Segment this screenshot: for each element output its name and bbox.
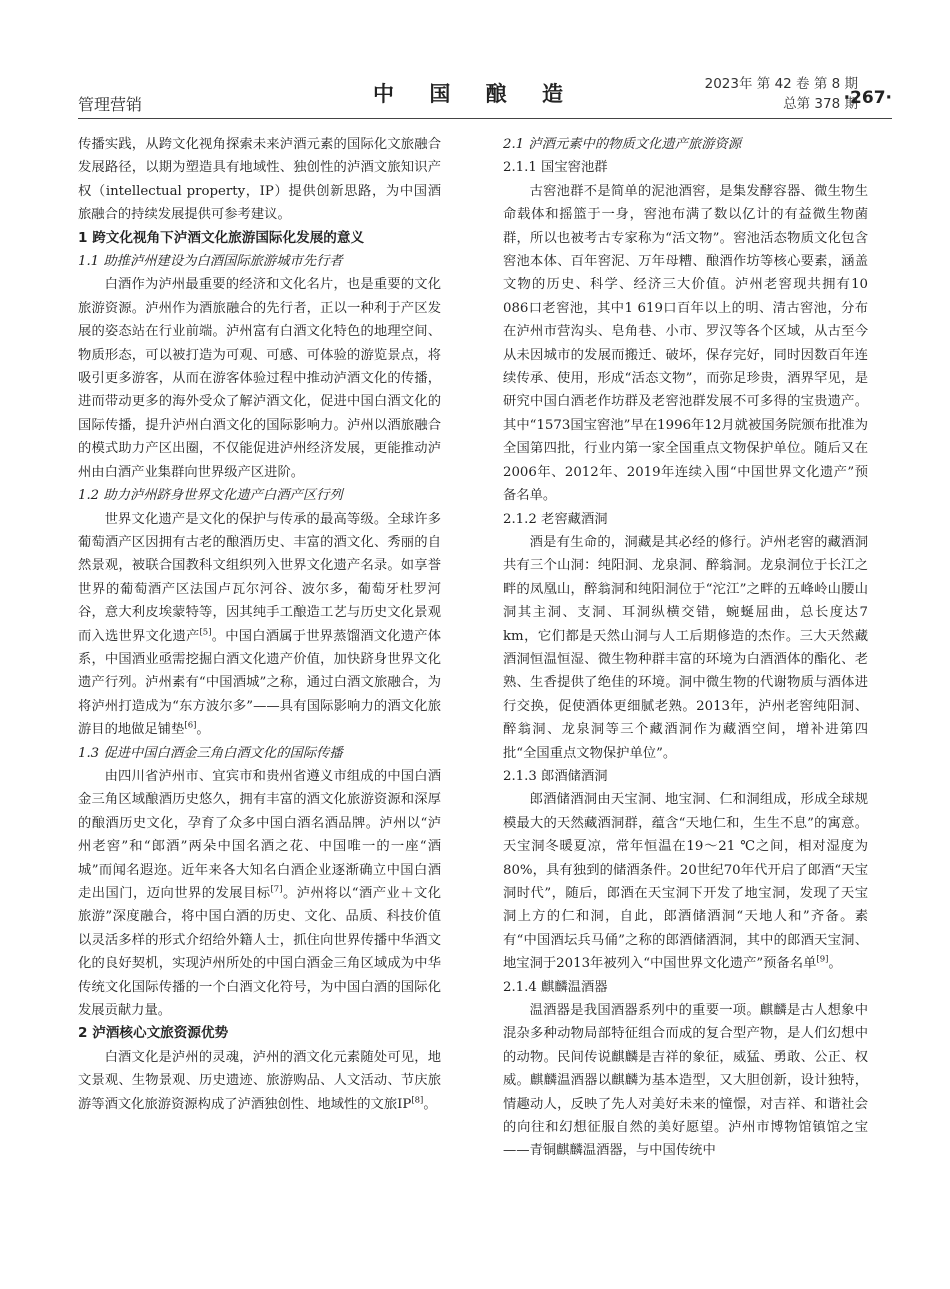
section-2-1-2-paragraph: 酒是有生命的，洞藏是其必经的修行。泸州老窖的藏酒洞共有三个山洞：纯阳洞、龙泉洞、醉翁洞。龙泉洞位于长江之畔的凤凰山，醉翁洞和纯阳洞位于“沱江”之畔的五峰岭山腰山洞其主洞、支洞、耳洞纵横交错，蜿蜒屈曲，总长度达7 km，它们都是天然山洞与人工后期修造的杰作。三大天然藏酒洞恒温恒湿、微生物种群丰富的环境为白酒酒体的酯化、老熟、生香提供了绝佳的环境。洞中微生物的代谢物质与酒体进行交换，促使酒体更细腻老熟。2013年，泸州老窖纯阳洞、醉翁洞、龙泉洞等三个藏酒洞作为藏酒空间，增补进第四批“全国重点文物保护单位”。 bbox=[503, 534, 868, 761]
section-1-1-heading: 1.1 助推泸州建设为白酒国际旅游城市先行者 bbox=[78, 254, 343, 270]
section-1-2-heading: 1.2 助力泸州跻身世界文化遗产白酒产区行列 bbox=[78, 488, 343, 504]
section-1-3-paragraph bbox=[78, 765, 441, 1022]
citation-ref: [9] bbox=[816, 954, 829, 965]
page-number: ·267· bbox=[843, 88, 892, 108]
paragraph-text: 。泸州将以“酒产业＋文化旅游”深度融合，将中国白酒的历史、文化、品质、科技价值以灵活多样的形式介绍给外籍人士，抓住向世界传播中华酒文化的良好契机，实现泸州所处的中国白酒金三角区域成为中华传统文化国际传播的一个白酒文化符号，为中国白酒的国际化发展贡献力量。 bbox=[78, 886, 441, 1019]
left-column bbox=[78, 133, 441, 1116]
paragraph-text: 白酒文化是泸州的灵魂，泸州的酒文化元素随处可见，地文景观、生物景观、历史遗迹、旅游购品、人文活动、节庆旅游等酒文化旅游资源构成了泸酒独创性、地域性的文旅IP bbox=[78, 1049, 441, 1112]
paragraph-text: 。中国白酒属于世界蒸馏酒文化遗产体系，中国酒业亟需挖掘白酒文化遗产价值，加快跻身世界文化遗产行列。泸州素有“中国酒城”之称，通过白酒文旅融合，为将泸州打造成为“东方波尔多”——具有国际影响力的酒文化旅游目的地做足铺垫 bbox=[78, 628, 442, 738]
section-1-heading: 1 跨文化视角下泸酒文化旅游国际化发展的意义 bbox=[78, 229, 365, 246]
paragraph-end: 。 bbox=[828, 956, 842, 972]
section-1-3-heading: 1.3 促进中国白酒金三角白酒文化的国际传播 bbox=[78, 745, 343, 761]
citation-ref: [7] bbox=[270, 884, 283, 895]
section-2-1-3-paragraph bbox=[503, 788, 868, 975]
paragraph-text: 世界文化遗产是文化的保护与传承的最高等级。全球许多葡萄酒产区因拥有古老的酿酒历史、丰富的酒文化、秀丽的自然景观，被联合国教科文组织列入世界文化遗产名录。如享誉世界的葡萄酒产区法国卢瓦尔河谷、波尔多，葡萄牙杜罗河谷，意大利皮埃蒙特等，因其纯手工酿造工艺与历史文化景观而入选世界文化遗产 bbox=[78, 511, 441, 644]
citation-ref: [8] bbox=[411, 1095, 424, 1106]
section-1-2-paragraph bbox=[78, 508, 441, 742]
section-2-1-1-paragraph: 古窖池群不是简单的泥池酒窖，是集发酵容器、微生物生命载体和摇篮于一身，窖池布满了数以亿计的有益微生物菌群，所以也被考古专家称为“活文物”。窖池活态物质文化包含窖池本体、百年窖泥、万年母糟、酿酒作坊等核心要素，涵盖文物的历史、科学、经济三大价值。泸州老窖现共拥有10 086口老窖池，其中1 619口百年以上的明、清古窖池，分布在泸州市营沟头、皂角巷、小市、罗汉等各个区域，从古至今从未因城市的发展而搬迁、破坏，保存完好，同时因数百年连续传承、使用，形成“活态文物”，而弥足珍贵，酒界罕见，是研究中国白酒老作坊群及老窖池群发展不可多得的宝贵遗产。其中“1573国宝窖池”早在1996年12月就被国务院颁布批准为全国第四批，行业内第一家全国重点文物保护单位。随后又在2006年、2012年、2019年连续入围“中国世界文化遗产”预备名单。 bbox=[503, 183, 868, 504]
issue-total: 总第 378 期 bbox=[783, 96, 858, 112]
section-1-1-paragraph: 白酒作为泸州最重要的经济和文化名片，也是重要的文化旅游资源。泸州作为酒旅融合的先行者，正以一种利于产区发展的姿态站在行业前端。泸州富有白酒文化特色的地理空间、物质形态，可以被打造为可观、可感、可体验的游览景点，将吸引更多游客，从而在游客体验过程中推动泸酒文化的传播，进而带动更多的海外受众了解泸酒文化，促进中国白酒文化的国际传播，提升泸州白酒文化的国际影响力。泸州以酒旅融合的模式助力产区出圈，不仅能促进泸州经济发展，更能推动泸州由白酒产业集群向世界级产区进阶。 bbox=[78, 277, 441, 480]
section-2-paragraph bbox=[78, 1046, 441, 1116]
section-2-1-3-heading: 2.1.3 郎酒储酒洞 bbox=[503, 768, 608, 784]
header-rule bbox=[78, 118, 892, 119]
issue-info: 2023年 第 42 卷 第 8 期 bbox=[704, 76, 858, 92]
paragraph-end: 。 bbox=[196, 722, 210, 738]
section-2-1-4-heading: 2.1.4 麒麟温酒器 bbox=[503, 979, 608, 995]
citation-ref: [5] bbox=[199, 627, 212, 638]
section-2-1-1-heading: 2.1.1 国宝窖池群 bbox=[503, 160, 608, 176]
citation-ref: [6] bbox=[184, 720, 197, 731]
right-column bbox=[503, 133, 868, 1163]
journal-title: 中 国 酿 造 bbox=[373, 81, 577, 106]
section-2-heading: 2 泸酒核心文旅资源优势 bbox=[78, 1025, 229, 1042]
section-2-1-heading: 2.1 泸酒元素中的物质文化遗产旅游资源 bbox=[503, 137, 742, 152]
paragraph-text: 郎酒储酒洞由天宝洞、地宝洞、仁和洞组成，形成全球规模最大的天然藏酒洞群，蕴含“天地仁和，生生不息”的寓意。天宝洞冬暖夏凉，常年恒温在19～21 ℃之间，相对湿度为80%，具有独到的储酒条件。20世纪70年代开启了郎酒“天宝洞时代”，随后，郎酒在天宝洞下开发了地宝洞，发现了天宝洞上方的仁和洞，自此，郎酒储酒洞“天地人和”齐备。素有“中国酒坛兵马俑”之称的郎酒储酒洞，其中的郎酒天宝洞、地宝洞于2013年被列入“中国世界文化遗产”预备名单 bbox=[503, 792, 868, 972]
running-head-section: 管理营销 bbox=[78, 95, 143, 114]
intro-paragraph: 传播实践，从跨文化视角探索未来泸酒元素的国际化文旅融合发展路径，以期为塑造具有地域性、独创性的泸酒文旅知识产权（intellectual property，IP）提供创新思路，为中国酒旅融合的持续发展提供可参考建议。 bbox=[78, 137, 441, 223]
paragraph-end: 。 bbox=[423, 1096, 437, 1112]
section-2-1-2-heading: 2.1.2 老窖藏酒洞 bbox=[503, 511, 608, 527]
section-2-1-4-paragraph: 温酒器是我国酒器系列中的重要一项。麒麟是古人想象中混杂多种动物局部特征组合而成的复合型产物，是人们幻想中的动物。民间传说麒麟是吉祥的象征，威猛、勇敢、公正、权威。麒麟温酒器以麒麟为基本造型，又大胆创新，设计独特，情趣动人，反映了先人对美好未来的憧憬，对吉祥、和谐社会的向往和幻想征服自然的美好愿望。泸州市博物馆镇馆之宝——青铜麒麟温酒器，与中国传统中 bbox=[503, 1003, 868, 1159]
paragraph-text: 由四川省泸州市、宜宾市和贵州省遵义市组成的中国白酒金三角区域酿酒历史悠久，拥有丰富的酒文化旅游资源和深厚的酿酒历史文化，孕育了众多中国白酒名酒品牌。泸州以“泸州老窖”和“郎酒”两朵中国名酒之花、中国唯一的一座“酒城”而闻名遐迩。近年来各大知名白酒企业逐渐确立中国白酒走出国门，迈向世界的发展目标 bbox=[78, 768, 441, 901]
